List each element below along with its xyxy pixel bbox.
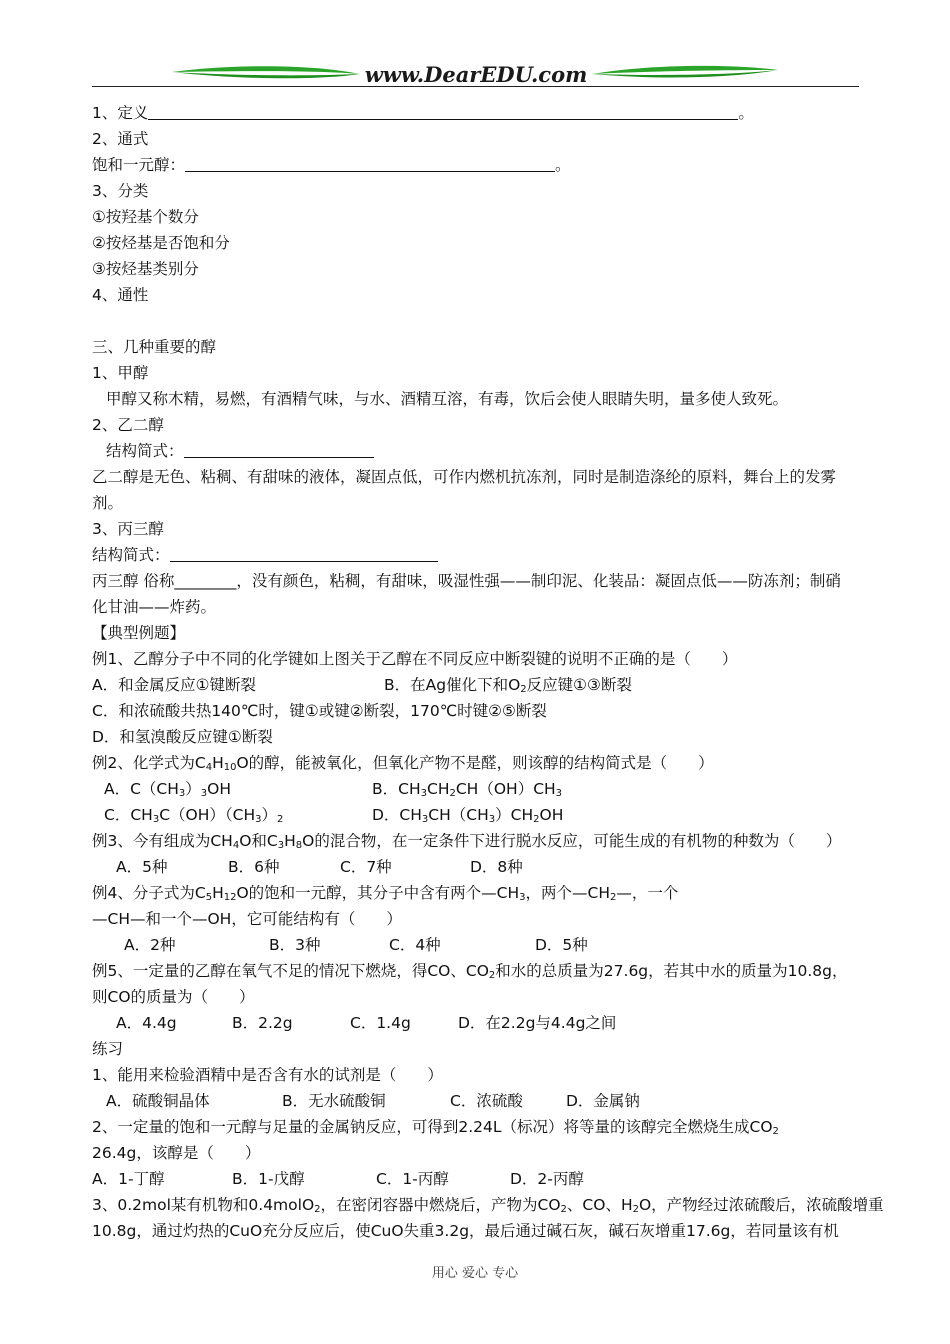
- document-body: [92, 100, 884, 1244]
- glycol-heading: 2、乙二醇: [92, 416, 164, 434]
- example1-option-b: B．在Ag催化下和$O_2$反应键①③断裂: [384, 676, 632, 695]
- example3-option-a: A．5种: [116, 858, 168, 876]
- header-divider: [92, 86, 859, 87]
- practice2-question-cont: 26.4g，该醇是（ ）: [92, 1144, 261, 1162]
- glycerol-heading: 3、丙三醇: [92, 520, 164, 538]
- definition-label: 1、定义: [92, 104, 149, 122]
- classification-item-1: ①按羟基个数分: [92, 208, 199, 226]
- spacer: [92, 308, 862, 334]
- example5-question: 例5、一定量的乙醇在氧气不足的情况下燃烧，得CO、$CO_2$和水的总质量为27.6g，若其中水的质量为10.8g，: [92, 962, 848, 981]
- practice2-option-a: A．1-丁醇: [92, 1170, 165, 1188]
- example1-option-c: C．和浓硫酸共热140℃时，键①或键②断裂，170℃时键②⑤断裂: [92, 702, 547, 720]
- example3-question: 例3、今有组成为$CH_4O$和$C_3H_8O$的混合物，在一定条件下进行脱水反应，可能生成的有机物的种数为（ ）: [92, 832, 842, 851]
- example2-option-a: A．$C(CH_3)_3OH$: [104, 780, 232, 799]
- glycerol-struct-label: 结构简式：: [92, 546, 170, 564]
- example2-question: 例2、化学式为$C_4H_{10}O$的醇，能被氧化，但氧化产物不是醛，则该醇的结构简式是（ ）: [92, 754, 714, 773]
- page-footer: 用心 爱心 专心: [431, 1266, 519, 1281]
- example2-option-c: C．$CH_3C(OH)(CH_3)_2$: [104, 806, 284, 825]
- example2-options-ab: [92, 776, 862, 802]
- practice3-line2: 10.8g，通过灼热的CuO充分反应后，使CuO失重3.2g，最后通过碱石灰，碱石灰增重17.6g，若同量该有机: [92, 1222, 839, 1240]
- practice1-option-b: B．无水硫酸铜: [282, 1092, 386, 1110]
- example4-question-cont: —CH—和一个—OH，它可能结构有（ ）: [92, 910, 402, 928]
- saturated-end: 。: [555, 156, 571, 174]
- definition-end: 。: [738, 104, 754, 122]
- logo-text: www.DearEDU.com: [364, 62, 588, 87]
- glycol-struct-blank: [184, 441, 374, 458]
- practice1-option-c: C．浓硫酸: [450, 1092, 523, 1110]
- saturated-blank: [185, 155, 555, 172]
- example5-option-b: B．2.2g: [232, 1014, 293, 1032]
- properties-heading: 4、通性: [92, 286, 149, 304]
- example1-option-d: D．和氢溴酸反应键①断裂: [92, 728, 273, 746]
- practice1-option-a: A．硫酸铜晶体: [106, 1092, 210, 1110]
- example4-option-a: A．2种: [124, 936, 176, 954]
- example4-options: [92, 932, 862, 958]
- example2-option-b: B．$CH_3CH_2CH(OH)CH_3$: [372, 780, 563, 799]
- glycol-text: 乙二醇是无色、粘稠、有甜味的液体，凝固点低，可作内燃机抗冻剂，同时是制造涤纶的原料，舞台上的发雾剂。: [92, 468, 837, 512]
- glycol-struct-label: 结构简式：: [106, 442, 184, 460]
- practice-title: 练习: [92, 1040, 124, 1058]
- practice1-options: [92, 1088, 862, 1114]
- practice2-option-d: D．2-丙醇: [510, 1170, 584, 1188]
- definition-line: [92, 100, 862, 126]
- practice2-option-c: C．1-丙醇: [376, 1170, 449, 1188]
- example4-option-b: B．3种: [269, 936, 321, 954]
- practice2-option-b: B．1-戊醇: [232, 1170, 305, 1188]
- example3-option-d: D．8种: [470, 858, 523, 876]
- example5-option-a: A．4.4g: [116, 1014, 177, 1032]
- practice2-question: 2、一定量的饱和一元醇与足量的金属钠反应，可得到2.24L（标况）将等量的该醇完全燃烧生成$CO_2$: [92, 1118, 779, 1137]
- saturated-alcohol-line: [92, 152, 862, 178]
- example2-options-cd: [92, 802, 862, 828]
- example5-option-c: C．1.4g: [350, 1014, 411, 1032]
- example1-option-a: A．和金属反应①键断裂: [92, 676, 256, 694]
- glycerol-struct-blank: [170, 545, 438, 562]
- practice2-options: [92, 1166, 862, 1192]
- classification-heading: 3、分类: [92, 182, 149, 200]
- glycol-struct-line: [92, 438, 862, 464]
- practice3-line1: 3、0.2mol某有机物和0.4molO$_2$，在密闭容器中燃烧后，产物为$CO_2$、CO、$H_2O$，产物经过浓硫酸后，浓硫酸增重: [92, 1196, 884, 1215]
- glycerol-struct-line: [92, 542, 862, 568]
- practice1-question: 1、能用来检验酒精中是否含有水的试剂是（ ）: [92, 1066, 443, 1084]
- example5-option-d: D．在2.2g与4.4g之间: [458, 1014, 617, 1032]
- example1-question: 例1、乙醇分子中不同的化学键如上图关于乙醇在不同反应中断裂键的说明不正确的是（ ）: [92, 650, 738, 668]
- methanol-text: 甲醇又称木精，易燃，有酒精气味，与水、酒精互溶，有毒，饮后会使人眼睛失明，量多使人致死。: [106, 390, 789, 408]
- practice1-option-d: D．金属钠: [566, 1092, 640, 1110]
- definition-blank: [148, 103, 738, 120]
- section3-title: 三、几种重要的醇: [92, 338, 217, 356]
- classification-item-3: ③按烃基类别分: [92, 260, 199, 278]
- methanol-heading: 1、甲醇: [92, 364, 149, 382]
- example5-question-cont: 则CO的质量为（ ）: [92, 988, 255, 1006]
- glycerol-text-b: 化甘油——炸药。: [92, 598, 217, 616]
- example4-option-c: C．4种: [389, 936, 441, 954]
- example1-options-ab: [92, 672, 862, 698]
- saturated-label: 饱和一元醇：: [92, 156, 186, 174]
- glycerol-text-a: 丙三醇 俗称________，没有颜色，粘稠，有甜味，吸湿性强——制印泥、化装品：凝固点低——防冻剂；制硝: [92, 572, 841, 590]
- example5-options: [92, 1010, 862, 1036]
- classification-item-2: ②按烃基是否饱和分: [92, 234, 230, 252]
- example3-option-b: B．6种: [228, 858, 280, 876]
- example2-option-d: D．$CH_3CH(CH_3)CH_2OH$: [372, 806, 564, 825]
- example4-question: 例4、分子式为$C_5H_{12}O$的饱和一元醇，其分子中含有两个$—CH_3$，两个$—CH_2—$，一个: [92, 884, 679, 903]
- example4-option-d: D．5种: [535, 936, 588, 954]
- example3-options: [92, 854, 862, 880]
- example3-option-c: C．7种: [340, 858, 392, 876]
- formula-heading: 2、通式: [92, 130, 149, 148]
- examples-title: 【典型例题】: [92, 624, 186, 642]
